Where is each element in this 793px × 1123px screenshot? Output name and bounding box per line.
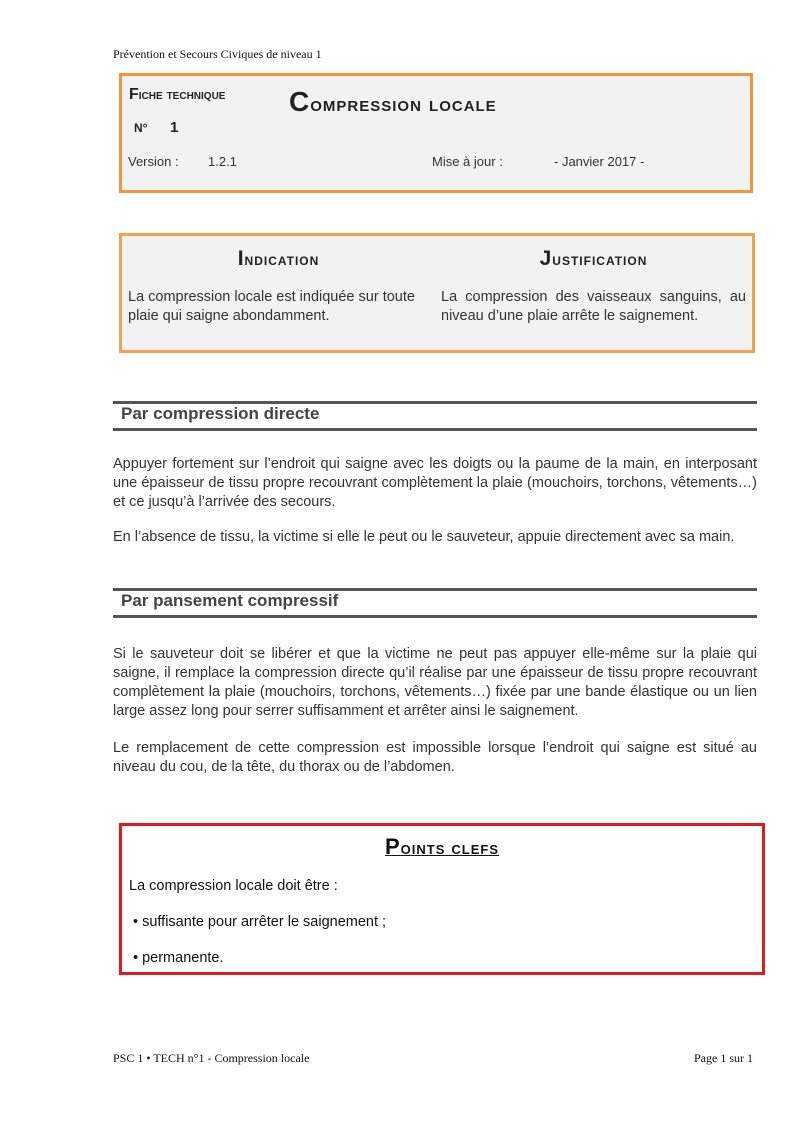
paragraph: En l’absence de tissu, la victime si elle le peut ou le sauveteur, appuie directement avec sa main. <box>113 529 735 545</box>
fiche-number-value: 1 <box>170 119 179 136</box>
indication-text: La compression locale est indiquée sur toute plaie qui saigne abondamment. <box>128 289 415 324</box>
section-title: Par compression directe <box>121 404 320 423</box>
paragraph: Le remplacement de cette compression est impossible lorsque l’endroit qui saigne est situé au niveau du cou, de la tête, du thorax ou de l’abdomen. <box>113 740 757 775</box>
indication-justification-table <box>119 233 755 353</box>
fiche-title: Compression locale <box>289 86 497 117</box>
version-value: 1.2.1 <box>208 154 237 169</box>
paragraph: Appuyer fortement sur l’endroit qui saigne avec les doigts ou la paume de la main, en interposant une épaisseur de tissu propre recouvrant complètement la plaie (mouchoirs, torchons, vêtements…) et ce jusqu’à l’arrivée des secours. <box>113 456 757 510</box>
version-label: Version : <box>128 154 179 169</box>
points-clefs-title: Points clefs <box>384 834 500 859</box>
indication-heading: Indication <box>237 247 320 270</box>
list-item: • permanente. <box>133 950 224 966</box>
paragraph: Si le sauveteur doit se libérer et que la victime ne peut pas appuyer elle-même sur la plaie qui saigne, il remplace la compression directe qu’il réalise par une épaisseur de tissu propre recouvrant complètement la plaie (mouchoirs, torchons, vêtements…) fixée par une bande élastique ou un lien large assez long pour serrer suffisamment et arrêter ainsi le saignement. <box>113 646 757 719</box>
fiche-number-label: N° <box>134 121 148 135</box>
fiche-technique-label: Fiche technique <box>129 86 226 103</box>
section-title: Par pansement compressif <box>121 591 339 610</box>
points-clefs-intro: La compression locale doit être : <box>129 878 338 894</box>
section-heading-pansement-compressif <box>113 588 757 618</box>
document-header-note: Prévention et Secours Civiques de niveau 1 <box>113 47 322 61</box>
fiche-technique-box <box>119 73 753 193</box>
footer-page-number: Page 1 sur 1 <box>694 1051 753 1065</box>
update-value: - Janvier 2017 - <box>554 154 645 169</box>
justification-heading: Justification <box>539 247 648 270</box>
justification-text: La compression des vaisseaux sanguins, au niveau d’une plaie arrête le saignement. <box>441 289 746 324</box>
footer-left: PSC 1 • TECH n°1 - Compression locale <box>113 1051 310 1065</box>
update-label: Mise à jour : <box>432 154 503 169</box>
points-clefs-box <box>119 823 765 975</box>
list-item: • suffisante pour arrêter le saignement ; <box>133 914 387 930</box>
section-heading-compression-directe <box>113 401 757 431</box>
